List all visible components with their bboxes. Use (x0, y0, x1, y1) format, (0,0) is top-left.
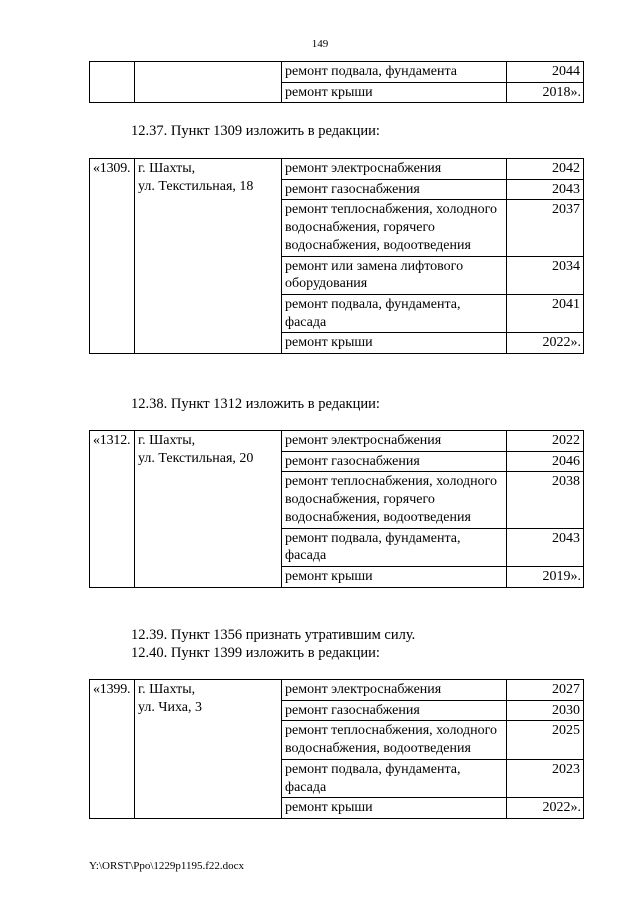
address-street: ул. Текстильная, 20 (138, 450, 254, 466)
year-cell: 2022». (507, 333, 584, 354)
work-cell: ремонт подвала, фундамента (282, 62, 507, 83)
year-cell: 2037 (507, 200, 584, 256)
table-row (90, 680, 584, 701)
file-path-footer: Y:\ORST\Ppo\1229p1195.f22.docx (89, 860, 245, 872)
work-cell: ремонт газоснабжения (282, 179, 507, 200)
table-row (90, 159, 584, 180)
work-cell: ремонт газоснабжения (282, 700, 507, 721)
address-cell (135, 62, 282, 103)
work-cell: ремонт электроснабжения (282, 159, 507, 180)
work-cell: ремонт подвала, фундамента, фасада (282, 528, 507, 566)
year-cell: 2022 (507, 431, 584, 452)
year-cell: 2044 (507, 62, 584, 83)
work-table-1312 (89, 430, 584, 588)
paragraph-12-40: 12.40. Пункт 1399 изложить в редакции: (131, 645, 380, 661)
year-cell: 2042 (507, 159, 584, 180)
page-number: 149 (311, 38, 329, 50)
work-cell: ремонт теплоснабжения, холодного водоснабжения, горячего водоснабжения, водоотведения (282, 472, 507, 528)
year-cell: 2046 (507, 451, 584, 472)
address-cell (135, 431, 282, 588)
work-cell: ремонт газоснабжения (282, 451, 507, 472)
work-table-1309 (89, 158, 584, 354)
year-cell: 2043 (507, 528, 584, 566)
work-cell: ремонт крыши (282, 566, 507, 587)
paragraph-12-39: 12.39. Пункт 1356 признать утратившим силу. (131, 627, 416, 643)
work-cell: ремонт подвала, фундамента, фасада (282, 294, 507, 332)
address-city: г. Шахты, (138, 161, 196, 176)
year-cell: 2027 (507, 680, 584, 701)
work-cell: ремонт теплоснабжения, холодного водоснабжения, водоотведения (282, 721, 507, 759)
year-cell: 2018». (507, 82, 584, 103)
year-cell: 2034 (507, 256, 584, 294)
item-number-cell: «1309. (90, 159, 135, 354)
item-number-cell: «1312. (90, 431, 135, 588)
work-table-continuation (89, 61, 584, 103)
paragraph-12-37: 12.37. Пункт 1309 изложить в редакции: (131, 123, 380, 139)
year-cell: 2022». (507, 798, 584, 819)
work-cell: ремонт крыши (282, 82, 507, 103)
work-cell: ремонт или замена лифтового оборудования (282, 256, 507, 294)
work-cell: ремонт теплоснабжения, холодного водоснабжения, горячего водоснабжения, водоотведения (282, 200, 507, 256)
address-street: ул. Текстильная, 18 (138, 178, 254, 194)
work-cell: ремонт электроснабжения (282, 680, 507, 701)
work-cell: ремонт электроснабжения (282, 431, 507, 452)
item-number-cell: «1399. (90, 680, 135, 819)
year-cell: 2025 (507, 721, 584, 759)
address-cell (135, 159, 282, 354)
work-table-1399 (89, 679, 584, 819)
address-cell (135, 680, 282, 819)
address-street: ул. Чиха, 3 (138, 699, 202, 715)
paragraph-12-38: 12.38. Пункт 1312 изложить в редакции: (131, 396, 380, 412)
table-row (90, 431, 584, 452)
table-row (90, 62, 584, 83)
year-cell: 2043 (507, 179, 584, 200)
item-number-cell (90, 62, 135, 103)
address-city: г. Шахты, (138, 433, 196, 448)
year-cell: 2030 (507, 700, 584, 721)
year-cell: 2041 (507, 294, 584, 332)
address-city: г. Шахты, (138, 682, 196, 697)
year-cell: 2019». (507, 566, 584, 587)
work-cell: ремонт подвала, фундамента, фасада (282, 759, 507, 797)
work-cell: ремонт крыши (282, 798, 507, 819)
year-cell: 2023 (507, 759, 584, 797)
work-cell: ремонт крыши (282, 333, 507, 354)
year-cell: 2038 (507, 472, 584, 528)
